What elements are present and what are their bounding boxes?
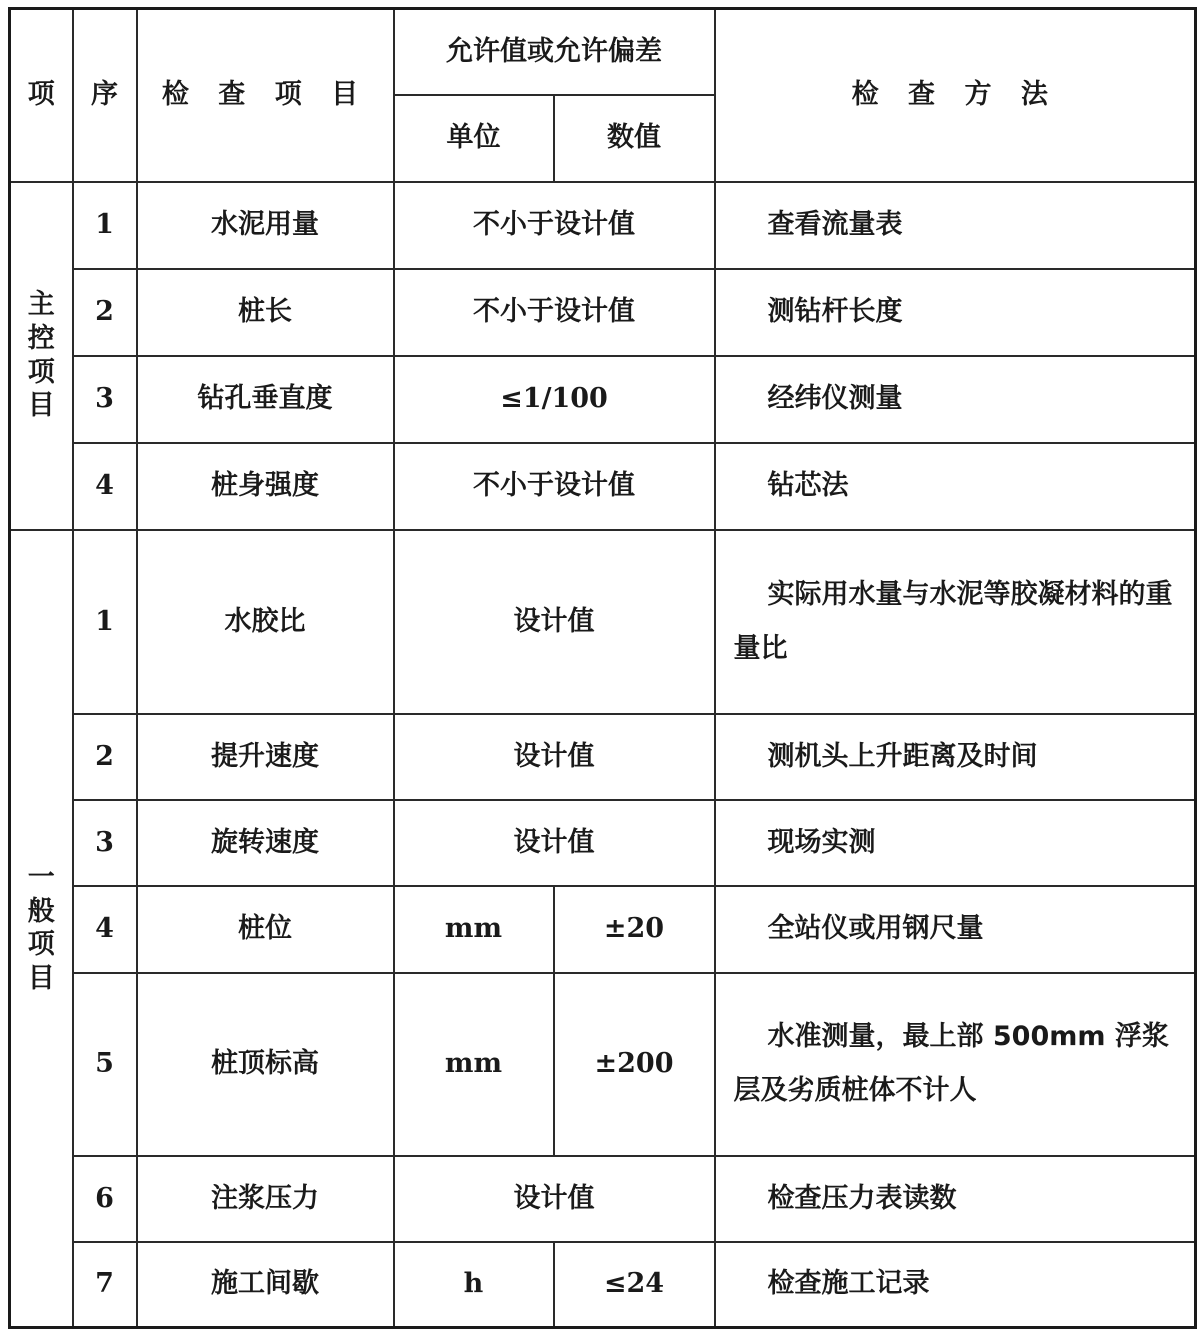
header-unit: 单位 xyxy=(394,95,554,182)
seq-cell: 2 xyxy=(73,269,137,356)
check-item-cell: 施工间歇 xyxy=(137,1242,394,1328)
table-row xyxy=(10,182,1196,269)
group-char: 一 xyxy=(27,861,55,893)
table-row xyxy=(10,356,1196,443)
header-row-1 xyxy=(10,9,1196,95)
tolerance-cell: 设计值 xyxy=(394,530,715,714)
method-text: 水准测量，最上部 500mm 浮浆层及劣质桩体不计人 xyxy=(733,1021,1169,1106)
group-char: 般 xyxy=(27,895,55,927)
seq-cell: 1 xyxy=(73,530,137,714)
method-cell: 检查压力表读数 xyxy=(715,1156,1196,1242)
check-item-cell: 水胶比 xyxy=(137,530,394,714)
header-item-group: 项 xyxy=(10,9,73,182)
method-text: 实际用水量与水泥等胶凝材料的重量比 xyxy=(733,578,1173,664)
group-char: 项 xyxy=(27,356,55,388)
check-item-cell: 桩顶标高 xyxy=(137,973,394,1156)
value-cell: ≤24 xyxy=(554,1242,715,1328)
seq-cell: 4 xyxy=(73,443,137,530)
header-value: 数值 xyxy=(554,95,715,182)
method-cell: 检查施工记录 xyxy=(715,1242,1196,1328)
seq-cell: 2 xyxy=(73,714,137,800)
group-char: 主 xyxy=(27,289,55,320)
table-row xyxy=(10,269,1196,356)
check-item-cell: 旋转速度 xyxy=(137,800,394,886)
method-cell: 测机头上升距离及时间 xyxy=(715,714,1196,800)
tolerance-cell: 设计值 xyxy=(394,714,715,800)
seq-cell: 3 xyxy=(73,800,137,886)
method-cell xyxy=(715,973,1196,1156)
seq-cell: 3 xyxy=(73,356,137,443)
check-item-cell: 注浆压力 xyxy=(137,1156,394,1242)
table-row xyxy=(10,800,1196,886)
header-tolerance: 允许值或允许偏差 xyxy=(394,9,715,95)
seq-cell: 5 xyxy=(73,973,137,1156)
value-cell: ±20 xyxy=(554,886,715,973)
group-char: 项 xyxy=(27,929,55,961)
group-char: 目 xyxy=(27,390,55,422)
check-item-cell: 桩长 xyxy=(137,269,394,356)
check-item-cell: 桩身强度 xyxy=(137,443,394,530)
seq-cell: 1 xyxy=(73,182,137,269)
check-item-cell: 提升速度 xyxy=(137,714,394,800)
check-item-cell: 钻孔垂直度 xyxy=(137,356,394,443)
tolerance-cell: 设计值 xyxy=(394,1156,715,1242)
check-item-cell: 桩位 xyxy=(137,886,394,973)
seq-cell: 6 xyxy=(73,1156,137,1242)
group-char: 控 xyxy=(27,322,55,354)
method-cell: 全站仪或用钢尺量 xyxy=(715,886,1196,973)
tolerance-cell: 不小于设计值 xyxy=(394,182,715,269)
header-seq: 序 xyxy=(73,9,137,182)
table-row xyxy=(10,530,1196,714)
unit-cell: h xyxy=(394,1242,554,1328)
method-cell xyxy=(715,530,1196,714)
table-row xyxy=(10,1242,1196,1328)
group-label-general xyxy=(10,530,73,1328)
header-check-method: 检 查 方 法 xyxy=(715,9,1196,182)
table-row xyxy=(10,973,1196,1156)
group-char: 目 xyxy=(27,963,55,994)
inspection-standard-sheet xyxy=(8,7,1194,1327)
table-row xyxy=(10,443,1196,530)
method-cell: 经纬仪测量 xyxy=(715,356,1196,443)
table-row xyxy=(10,886,1196,973)
unit-cell: mm xyxy=(394,973,554,1156)
tolerance-cell: 不小于设计值 xyxy=(394,269,715,356)
value-cell: ±200 xyxy=(554,973,715,1156)
header-check-item: 检 查 项 目 xyxy=(137,9,394,182)
method-cell: 钻芯法 xyxy=(715,443,1196,530)
group-label-main xyxy=(10,182,73,530)
tolerance-cell: 不小于设计值 xyxy=(394,443,715,530)
tolerance-cell: ≤1/100 xyxy=(394,356,715,443)
unit-cell: mm xyxy=(394,886,554,973)
method-cell: 测钻杆长度 xyxy=(715,269,1196,356)
tolerance-cell: 设计值 xyxy=(394,800,715,886)
seq-cell: 7 xyxy=(73,1242,137,1328)
method-cell: 查看流量表 xyxy=(715,182,1196,269)
inspection-table xyxy=(8,7,1197,1329)
method-cell: 现场实测 xyxy=(715,800,1196,886)
check-item-cell: 水泥用量 xyxy=(137,182,394,269)
table-row xyxy=(10,714,1196,800)
seq-cell: 4 xyxy=(73,886,137,973)
table-row xyxy=(10,1156,1196,1242)
